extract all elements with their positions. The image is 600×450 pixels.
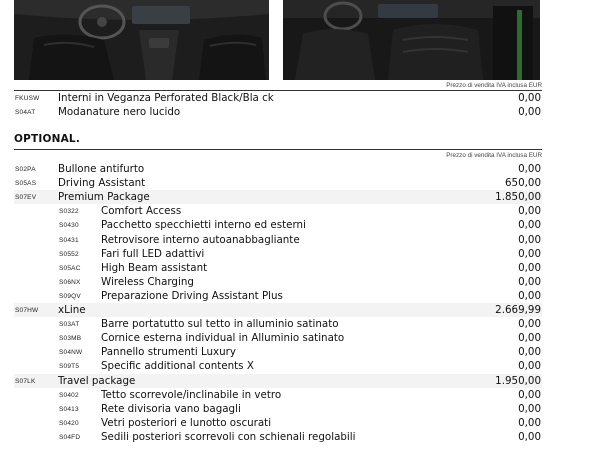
option-price: 0,00	[518, 275, 541, 288]
option-price: 0,00	[518, 346, 541, 359]
package-item-row	[14, 247, 542, 261]
price-column-header: Prezzo di vendita IVA inclusa EUR	[446, 152, 542, 159]
option-code: S03MB	[59, 335, 82, 343]
section-divider	[14, 149, 542, 150]
option-code: S05AC	[59, 264, 81, 272]
package-item-row	[14, 261, 542, 275]
interior-row	[14, 91, 542, 105]
interior-photo-seats	[283, 0, 540, 80]
option-description: xLine	[58, 304, 86, 316]
option-price: 0,00	[518, 92, 541, 104]
option-code: S04AT	[15, 109, 36, 116]
option-price: 0,00	[518, 430, 541, 443]
option-description: Preparazione Driving Assistant Plus	[101, 289, 283, 302]
option-code: S0402	[59, 391, 79, 399]
option-price: 1.850,00	[495, 191, 541, 204]
option-code: S0431	[59, 236, 79, 244]
option-description: Sedili posteriori scorrevoli con schienali regolabili	[101, 430, 356, 443]
package-item-row	[14, 289, 542, 303]
interior-photo-dashboard	[14, 0, 269, 80]
option-code: FKUSW	[15, 95, 40, 102]
option-price: 0,00	[518, 261, 541, 274]
package-item-row	[14, 275, 542, 289]
option-description: Interni in Veganza Perforated Black/Bla ck	[58, 92, 274, 104]
option-price: 650,00	[504, 177, 541, 190]
option-code: S06NX	[59, 278, 81, 286]
option-description: High Beam assistant	[101, 261, 208, 274]
interior-row	[14, 105, 542, 119]
option-description: Pannello strumenti Luxury	[101, 346, 236, 359]
option-description: Rete divisoria vano bagagli	[101, 402, 241, 415]
option-code: S0430	[59, 222, 79, 230]
package-item-row	[14, 233, 542, 247]
option-description: Travel package	[58, 374, 136, 387]
package-item-row	[14, 416, 542, 430]
option-description: Comfort Access	[101, 205, 182, 218]
option-description: Vetri posteriori e lunotto oscurati	[101, 416, 272, 429]
option-code: S09T5	[59, 363, 80, 371]
package-item-row	[14, 317, 542, 331]
option-code: S03AT	[59, 321, 80, 329]
option-description: Premium Package	[58, 191, 150, 204]
option-price: 0,00	[518, 106, 541, 118]
option-price: 0,00	[518, 416, 541, 429]
option-price: 0,00	[518, 205, 541, 218]
package-item-row	[14, 218, 542, 232]
optional-row	[14, 190, 542, 204]
option-code: S04FD	[59, 433, 81, 441]
option-description: Modanature nero lucido	[58, 106, 181, 118]
option-code: S07LK	[15, 377, 36, 385]
option-price: 1.950,00	[495, 374, 541, 387]
package-item-row	[14, 204, 542, 218]
option-description: Cornice esterna individual in Alluminio satinato	[101, 332, 345, 345]
option-description: Driving Assistant	[58, 177, 146, 190]
option-price: 0,00	[518, 318, 541, 331]
option-price: 0,00	[518, 402, 541, 415]
option-code: S0413	[59, 405, 79, 413]
option-price: 0,00	[518, 388, 541, 401]
option-description: Bullone antifurto	[58, 163, 145, 175]
package-item-row	[14, 388, 542, 402]
option-price: 0,00	[518, 332, 541, 345]
option-description: Specific additional contents X	[101, 360, 254, 373]
option-description: Fari full LED adattivi	[101, 247, 205, 260]
package-item-row	[14, 402, 542, 416]
package-item-row	[14, 359, 542, 373]
option-code: S04NW	[59, 349, 83, 357]
section-title-optional: OPTIONAL.	[14, 133, 81, 145]
package-item-row	[14, 430, 542, 444]
optional-row	[14, 162, 542, 176]
option-price: 0,00	[518, 219, 541, 232]
option-price: 0,00	[518, 289, 541, 302]
option-price: 0,00	[518, 247, 541, 260]
option-price: 2.669,99	[495, 304, 541, 316]
option-code: S07HW	[15, 307, 39, 314]
option-description: Pacchetto specchietti interno ed esterni	[101, 219, 306, 232]
option-code: S05AS	[15, 180, 37, 188]
option-description: Retrovisore interno autoanabbagliante	[101, 233, 300, 246]
option-price: 0,00	[518, 163, 541, 175]
optional-row	[14, 303, 542, 317]
package-item-row	[14, 331, 542, 345]
option-price: 0,00	[518, 360, 541, 373]
option-code: S0420	[59, 419, 79, 427]
option-code: S09QV	[59, 292, 81, 300]
option-price: 0,00	[518, 233, 541, 246]
option-description: Barre portatutto sul tetto in alluminio satinato	[101, 318, 339, 331]
price-column-header: Prezzo di vendita IVA inclusa EUR	[446, 82, 542, 89]
option-code: S0322	[59, 208, 79, 216]
option-description: Wireless Charging	[101, 275, 194, 288]
option-code: S02PA	[15, 166, 36, 173]
option-description: Tetto scorrevole/inclinabile in vetro	[101, 388, 282, 401]
option-code: S07EV	[15, 194, 37, 202]
package-item-row	[14, 345, 542, 359]
option-code: S0552	[59, 250, 79, 258]
optional-row	[14, 374, 542, 388]
optional-row	[14, 176, 542, 190]
